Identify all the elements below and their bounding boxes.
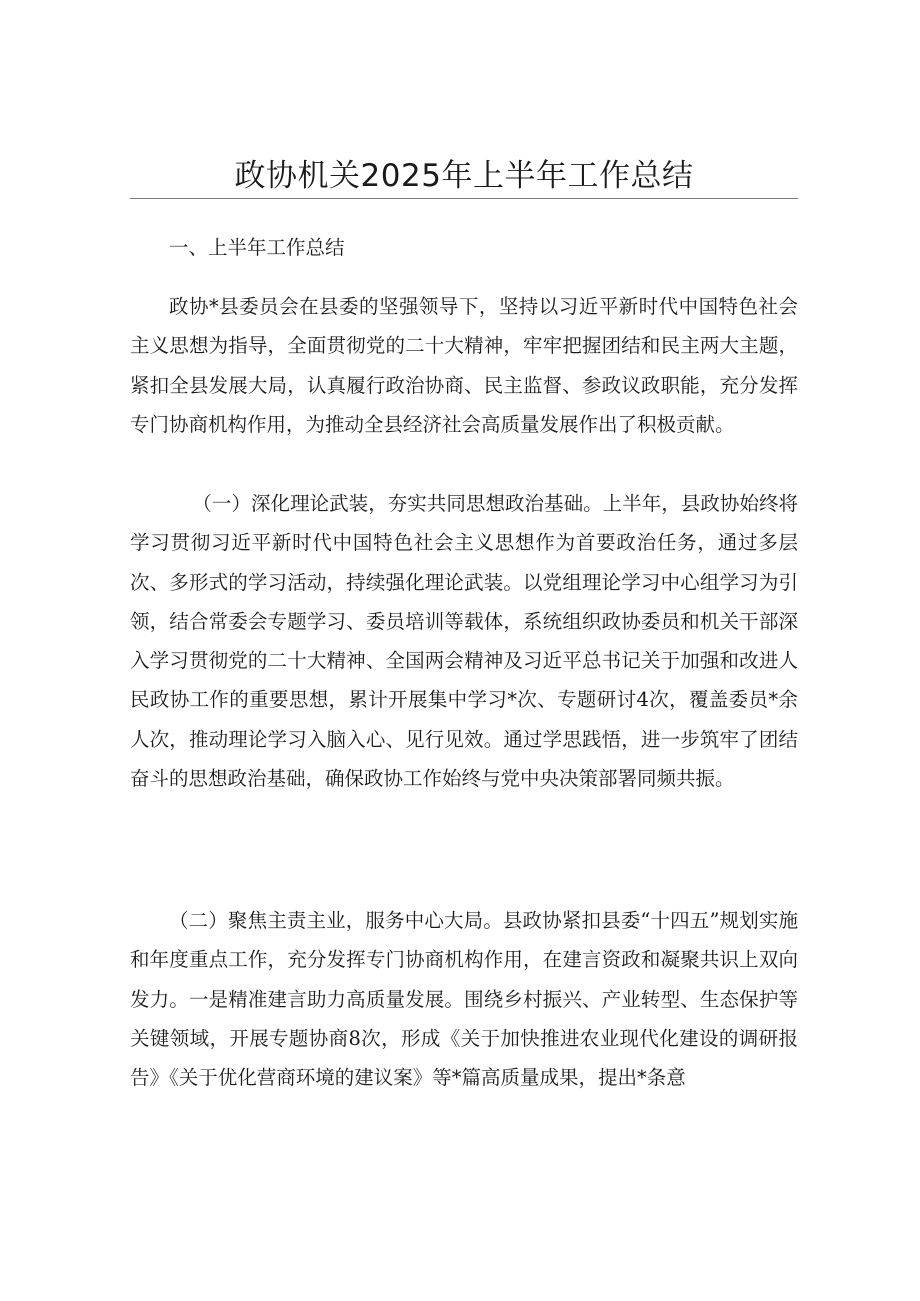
title-underline [130,198,798,199]
document-title: 政协机关2025年上半年工作总结 [234,158,694,194]
paragraph-theory: （一）深化理论武装，夯实共同思想政治基础。上半年，县政协始终将学习贯彻习近平新时代中国特色社会主义思想作为首要政治任务，通过多层次、多形式的学习活动，持续强化理论武装。以党组理论学习中心组学习为引领，结合常委会专题学习、委员培训等载体，系统组织政协委员和机关干部深入学习贯彻党的二十大精神、全国两会精神及习近平总书记关于加强和改进人民政协工作的重要思想，累计开展集中学习*次、专题研讨4次，覆盖委员*余人次，推动理论学习入脑入心、见行见效。通过学思践悟，进一步筑牢了团结奋斗的思想政治基础，确保政协工作始终与党中央决策部署同频共振。 [130,492,798,791]
paragraph-intro: 政协*县委员会在县委的坚强领导下，坚持以习近平新时代中国特色社会主义思想为指导，全面贯彻党的二十大精神，牢牢把握团结和民主两大主题，紧扣全县发展大局，认真履行政治协商、民主监督、参政议政职能，充分发挥专门协商机构作用，为推动全县经济社会高质量发展作出了积极贡献。 [130,295,798,436]
section-heading: 一、上半年工作总结 [169,236,345,259]
paragraph-service: （二）聚焦主责主业，服务中心大局。县政协紧扣县委“十四五”规划实施和年度重点工作，充分发挥专门协商机构作用，在建言资政和凝聚共识上双向发力。一是精准建言助力高质量发展。围绕乡村振兴、产业转型、生态保护等关键领域，开展专题协商8次，形成《关于加快推进农业现代化建设的调研报告》《关于优化营商环境的建议案》等*篇高质量成果，提出*条意 [130,909,798,1090]
